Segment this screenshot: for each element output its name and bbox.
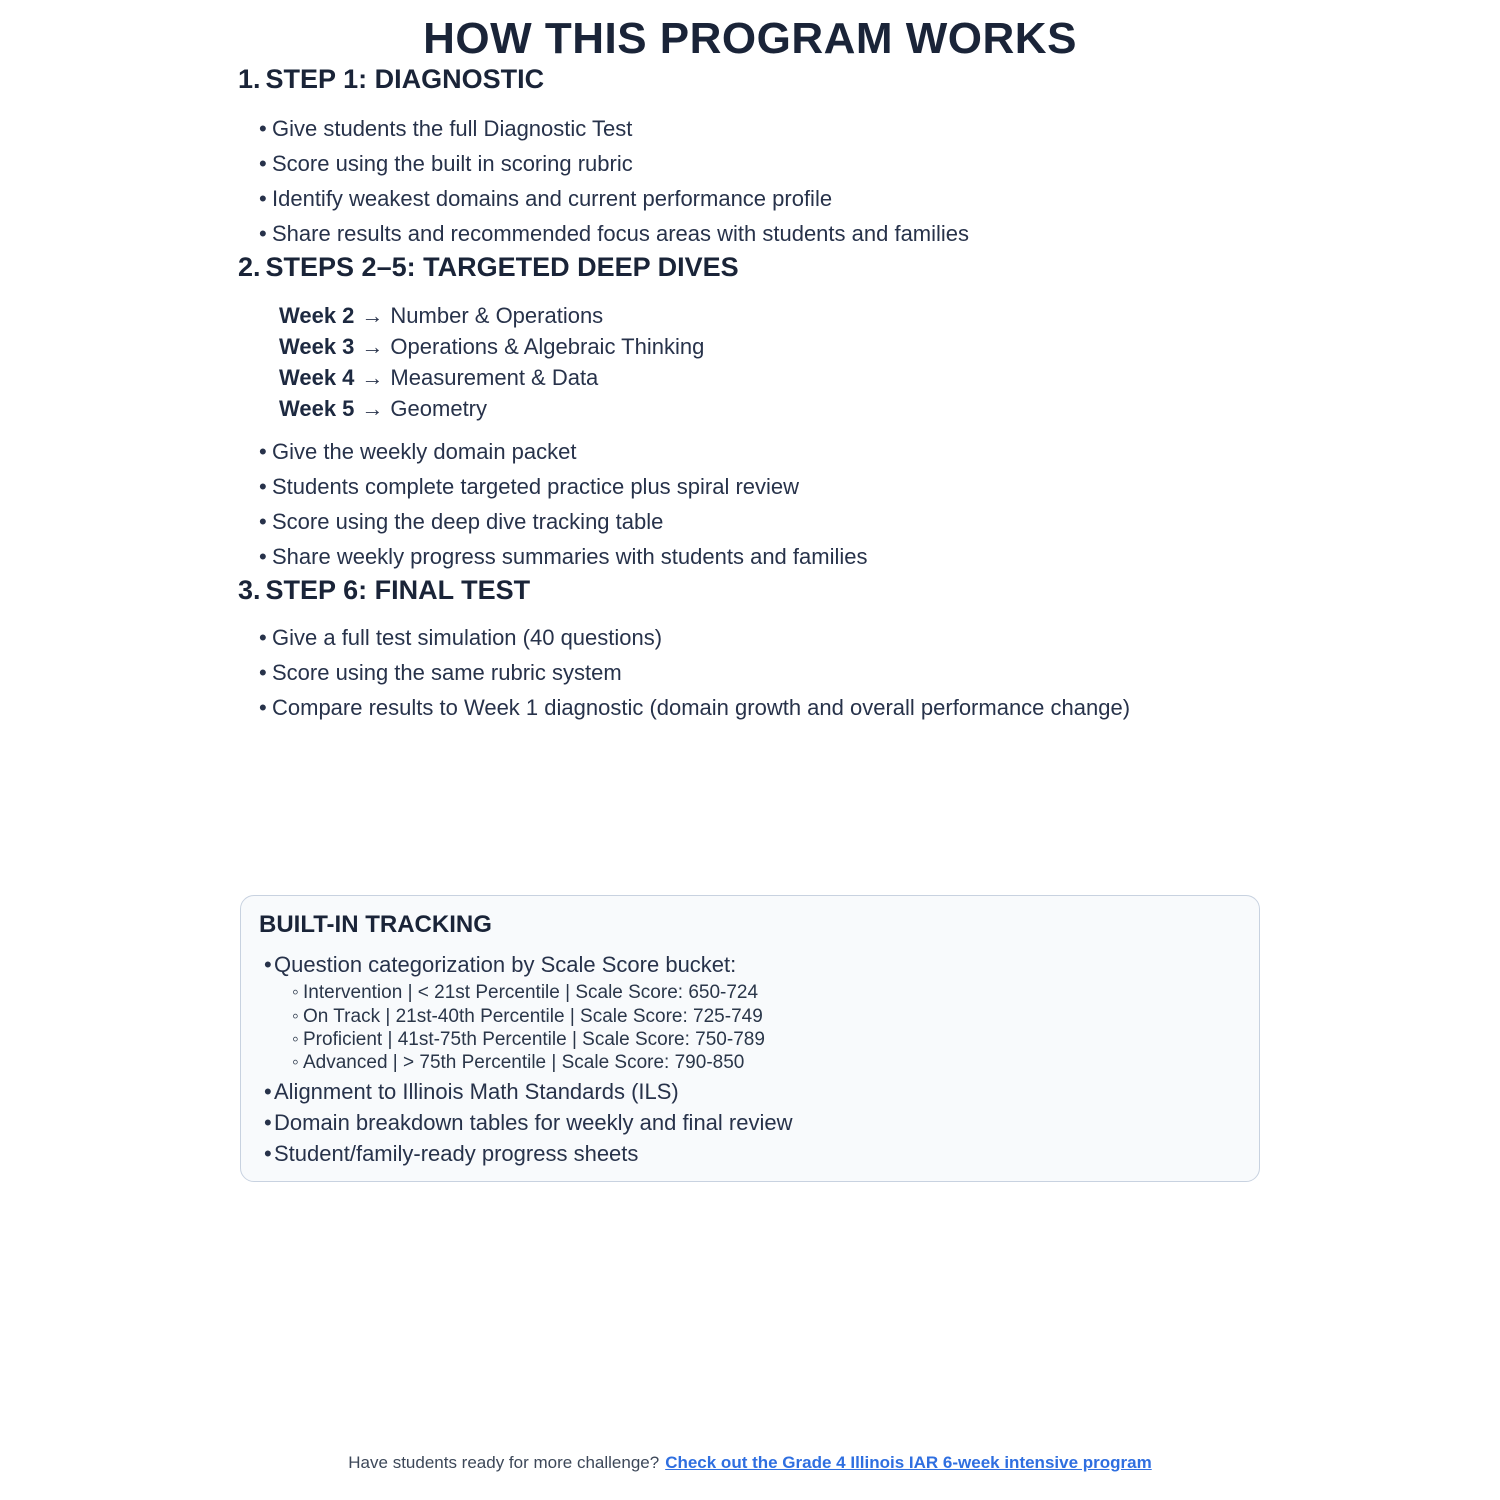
bullet-icon: • [259,439,267,465]
bullet-icon: • [264,1110,272,1136]
list-item-text: Give the weekly domain packet [272,439,577,465]
section-step-1-diagnostic [238,63,1262,251]
bullet-icon: • [259,151,267,177]
scale-score-bucket-list [264,981,1235,1074]
bullet-icon: • [259,509,267,535]
section-steps-2-5-deep-dives [238,251,1262,574]
week-line [279,300,1262,331]
bullet-icon: • [264,1141,272,1167]
bullet-icon: • [259,544,267,570]
bucket-item-text: Intervention | < 21st Percentile | Scale Score: 650-724 [303,982,759,1004]
list-item-text: Question categorization by Scale Score bucket: [274,952,737,978]
section-number: 3. [238,575,261,606]
bucket-item [292,1028,1235,1051]
bullet-icon: • [259,221,267,247]
list-item-text: Students complete targeted practice plus spiral review [272,474,800,500]
arrow-right-icon: → [361,365,384,391]
week-line [279,331,1262,362]
week-topic: Operations & Algebraic Thinking [390,334,705,360]
bullet-icon: • [259,695,267,721]
bullet-icon: • [259,116,267,142]
section-number: 1. [238,64,261,95]
list-item-text: Compare results to Week 1 diagnostic (domain growth and overall performance change) [272,695,1131,721]
week-line [279,362,1262,393]
list-item [238,146,1262,181]
list-item [238,539,1262,574]
week-schedule [238,300,1262,424]
footer-link[interactable]: Check out the Grade 4 Illinois IAR 6-week intensive program [665,1453,1152,1472]
bucket-item-text: On Track | 21st-40th Percentile | Scale Score: 725-749 [303,1005,763,1027]
list-item-text: Alignment to Illinois Math Standards (ILS) [274,1079,679,1105]
bullet-list [238,434,1262,574]
week-label: Week 5 [279,396,355,422]
list-item [238,620,1262,655]
list-item [238,469,1262,504]
list-item [238,655,1262,690]
section-step-6-final-test [238,574,1262,725]
bullet-icon: • [264,952,272,978]
bucket-item [292,1051,1235,1074]
list-item [238,434,1262,469]
list-item [238,690,1262,725]
sub-bullet-icon: ◦ [292,1028,299,1050]
list-item [259,1138,1235,1169]
bucket-item-text: Advanced | > 75th Percentile | Scale Score: 790-850 [303,1052,745,1073]
main-content [238,63,1262,725]
list-item [238,216,1262,251]
bullet-list [238,111,1262,251]
list-item [259,1107,1235,1138]
built-in-tracking-panel [240,895,1260,1182]
week-topic: Number & Operations [390,303,604,329]
list-item-text: Share results and recommended focus areas with students and families [272,221,970,247]
bullet-icon: • [259,474,267,500]
list-item [238,181,1262,216]
list-item [238,504,1262,539]
list-item [259,1076,1235,1107]
list-item-text: Student/family-ready progress sheets [274,1141,639,1167]
list-item [238,111,1262,146]
tracking-panel-title: BUILT-IN TRACKING [259,911,492,939]
bullet-icon: • [259,660,267,686]
section-heading [238,574,1262,606]
bullet-icon: • [259,625,267,651]
section-heading [238,63,1262,95]
page-title: HOW THIS PROGRAM WORKS [423,14,1077,63]
list-item-text: Give a full test simulation (40 questions) [272,625,663,651]
arrow-right-icon: → [361,334,384,360]
list-item-text: Domain breakdown tables for weekly and final review [274,1110,793,1136]
week-line [279,393,1262,424]
week-topic: Geometry [390,396,488,422]
footer [0,1452,1500,1474]
bucket-item [292,981,1235,1004]
list-item [259,949,1235,1074]
list-item-text: Share weekly progress summaries with students and families [272,544,868,570]
week-label: Week 3 [279,334,355,360]
week-label: Week 2 [279,303,355,329]
list-item-text: Score using the built in scoring rubric [272,151,633,177]
bucket-item [292,1005,1235,1028]
sub-bullet-icon: ◦ [292,1005,299,1027]
sub-bullet-icon: ◦ [292,982,299,1004]
tracking-bullet-list [259,949,1235,1169]
list-item-text: Give students the full Diagnostic Test [272,116,633,142]
section-title: STEP 1: DIAGNOSTIC [265,64,545,95]
arrow-right-icon: → [361,303,384,329]
section-heading [238,251,1262,283]
bucket-item-text: Proficient | 41st-75th Percentile | Scale Score: 750-789 [303,1028,765,1050]
sub-bullet-icon: ◦ [292,1052,299,1073]
section-number: 2. [238,252,261,283]
list-item-text: Identify weakest domains and current performance profile [272,186,833,212]
arrow-right-icon: → [361,396,384,422]
week-label: Week 4 [279,365,355,391]
bullet-icon: • [259,186,267,212]
bullet-icon: • [264,1079,272,1105]
week-topic: Measurement & Data [390,365,599,391]
list-item-text: Score using the same rubric system [272,660,622,686]
section-title: STEPS 2–5: TARGETED DEEP DIVES [265,252,739,283]
list-item-text: Score using the deep dive tracking table [272,509,664,535]
bullet-list [238,620,1262,725]
section-title: STEP 6: FINAL TEST [265,575,531,606]
footer-text: Have students ready for more challenge? [348,1453,660,1472]
